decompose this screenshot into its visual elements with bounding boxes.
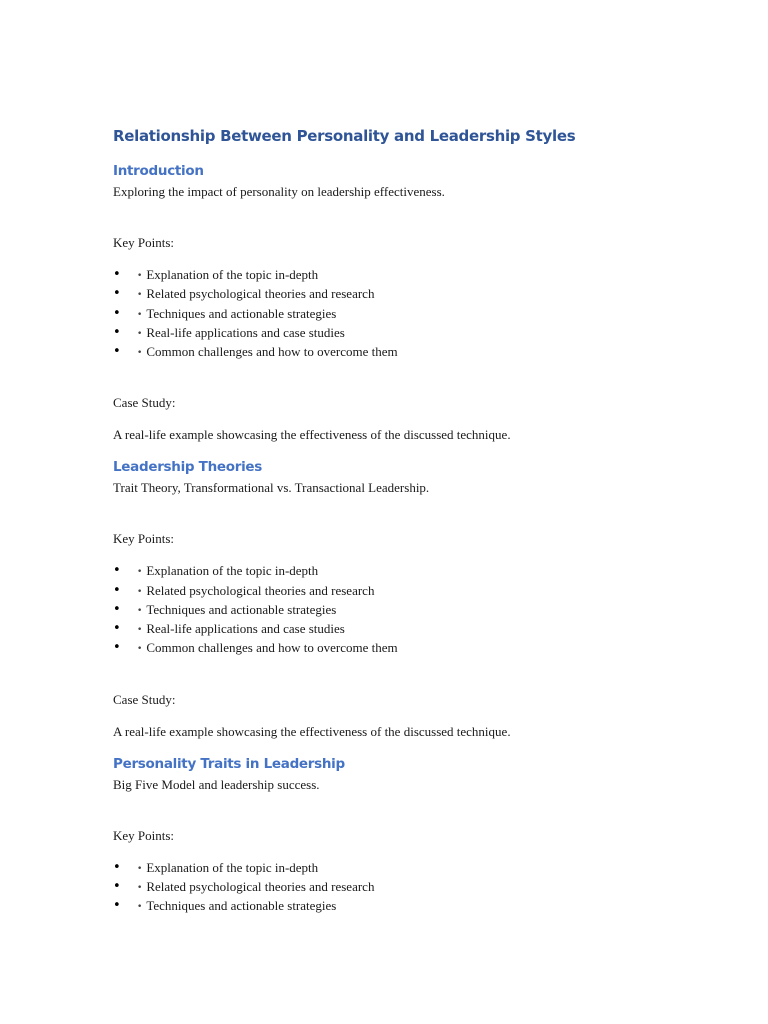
document-body: [113, 124, 673, 915]
bullet-icon: •: [113, 859, 121, 875]
list-item-text: Common challenges and how to overcome them: [146, 640, 398, 656]
bullet-icon: •: [113, 582, 121, 598]
section-heading: Leadership Theories: [113, 459, 263, 476]
key-points-list: [113, 858, 673, 916]
list-item: [113, 896, 673, 915]
case-study-text: A real-life example showcasing the effectiveness of the discussed technique.: [113, 723, 511, 739]
section-description: Big Five Model and leadership success.: [113, 776, 320, 792]
list-item-text: Common challenges and how to overcome them: [146, 344, 398, 359]
list-item-text: Related psychological theories and research: [146, 582, 375, 598]
bullet-icon: •: [113, 563, 121, 579]
list-item: [113, 342, 673, 361]
inline-bullet-icon: •: [137, 328, 143, 339]
inline-bullet-icon: •: [137, 625, 143, 635]
case-study-label: Case Study:: [113, 691, 176, 707]
page-title: Relationship Between Personality and Leadership Styles: [113, 127, 576, 145]
case-study-text: A real-life example showcasing the effectiveness of the discussed technique.: [113, 427, 511, 443]
section-description: Trait Theory, Transformational vs. Transactional Leadership.: [113, 480, 430, 496]
list-item: [113, 561, 673, 580]
list-item: [113, 600, 673, 619]
key-points-list: [113, 265, 673, 361]
inline-bullet-icon: •: [137, 863, 143, 874]
list-item-text: Related psychological theories and research: [146, 286, 375, 302]
list-item: [113, 265, 673, 284]
inline-bullet-icon: •: [137, 309, 143, 320]
list-item: [113, 323, 673, 342]
inline-bullet-icon: •: [137, 271, 143, 281]
list-item: [113, 581, 673, 600]
list-item-text: Techniques and actionable strategies: [146, 601, 337, 617]
list-item: [113, 877, 673, 896]
inline-bullet-icon: •: [137, 567, 143, 578]
bullet-icon: •: [113, 344, 121, 359]
key-points-label: Key Points:: [113, 235, 175, 250]
case-study-label: Case Study:: [113, 395, 176, 411]
bullet-icon: •: [113, 640, 121, 656]
list-item-text: Related psychological theories and research: [146, 878, 375, 894]
bullet-icon: •: [113, 305, 121, 321]
key-points-label: Key Points:: [113, 827, 175, 843]
bullet-icon: •: [113, 878, 121, 894]
list-item: [113, 619, 673, 638]
list-item-text: Explanation of the topic in-depth: [146, 267, 319, 282]
inline-bullet-icon: •: [137, 605, 143, 616]
bullet-icon: •: [113, 324, 121, 340]
bullet-icon: •: [113, 621, 121, 636]
key-points-list: [113, 561, 673, 657]
inline-bullet-icon: •: [137, 290, 143, 301]
list-item-text: Real-life applications and case studies: [146, 621, 345, 636]
list-item-text: Techniques and actionable strategies: [146, 305, 337, 321]
bullet-icon: •: [113, 286, 121, 302]
bullet-icon: •: [113, 267, 121, 282]
section-description: Exploring the impact of personality on leadership effectiveness.: [113, 184, 445, 199]
inline-bullet-icon: •: [137, 902, 143, 912]
list-item-text: Techniques and actionable strategies: [146, 898, 337, 913]
bullet-icon: •: [113, 898, 121, 913]
section-introduction: [113, 160, 673, 444]
list-item: [113, 638, 673, 657]
list-item-text: Explanation of the topic in-depth: [146, 859, 319, 875]
bullet-icon: •: [113, 601, 121, 617]
section-heading: Introduction: [113, 163, 204, 179]
list-item: [113, 304, 673, 323]
list-item-text: Explanation of the topic in-depth: [146, 563, 319, 579]
list-item-text: Real-life applications and case studies: [146, 324, 345, 340]
inline-bullet-icon: •: [137, 586, 143, 597]
section-personality-traits: [113, 753, 673, 916]
section-leadership-theories: [113, 456, 673, 740]
inline-bullet-icon: •: [137, 644, 143, 655]
inline-bullet-icon: •: [137, 882, 143, 893]
key-points-label: Key Points:: [113, 531, 175, 547]
list-item: [113, 858, 673, 877]
list-item: [113, 284, 673, 303]
inline-bullet-icon: •: [137, 348, 143, 358]
section-heading: Personality Traits in Leadership: [113, 755, 345, 772]
